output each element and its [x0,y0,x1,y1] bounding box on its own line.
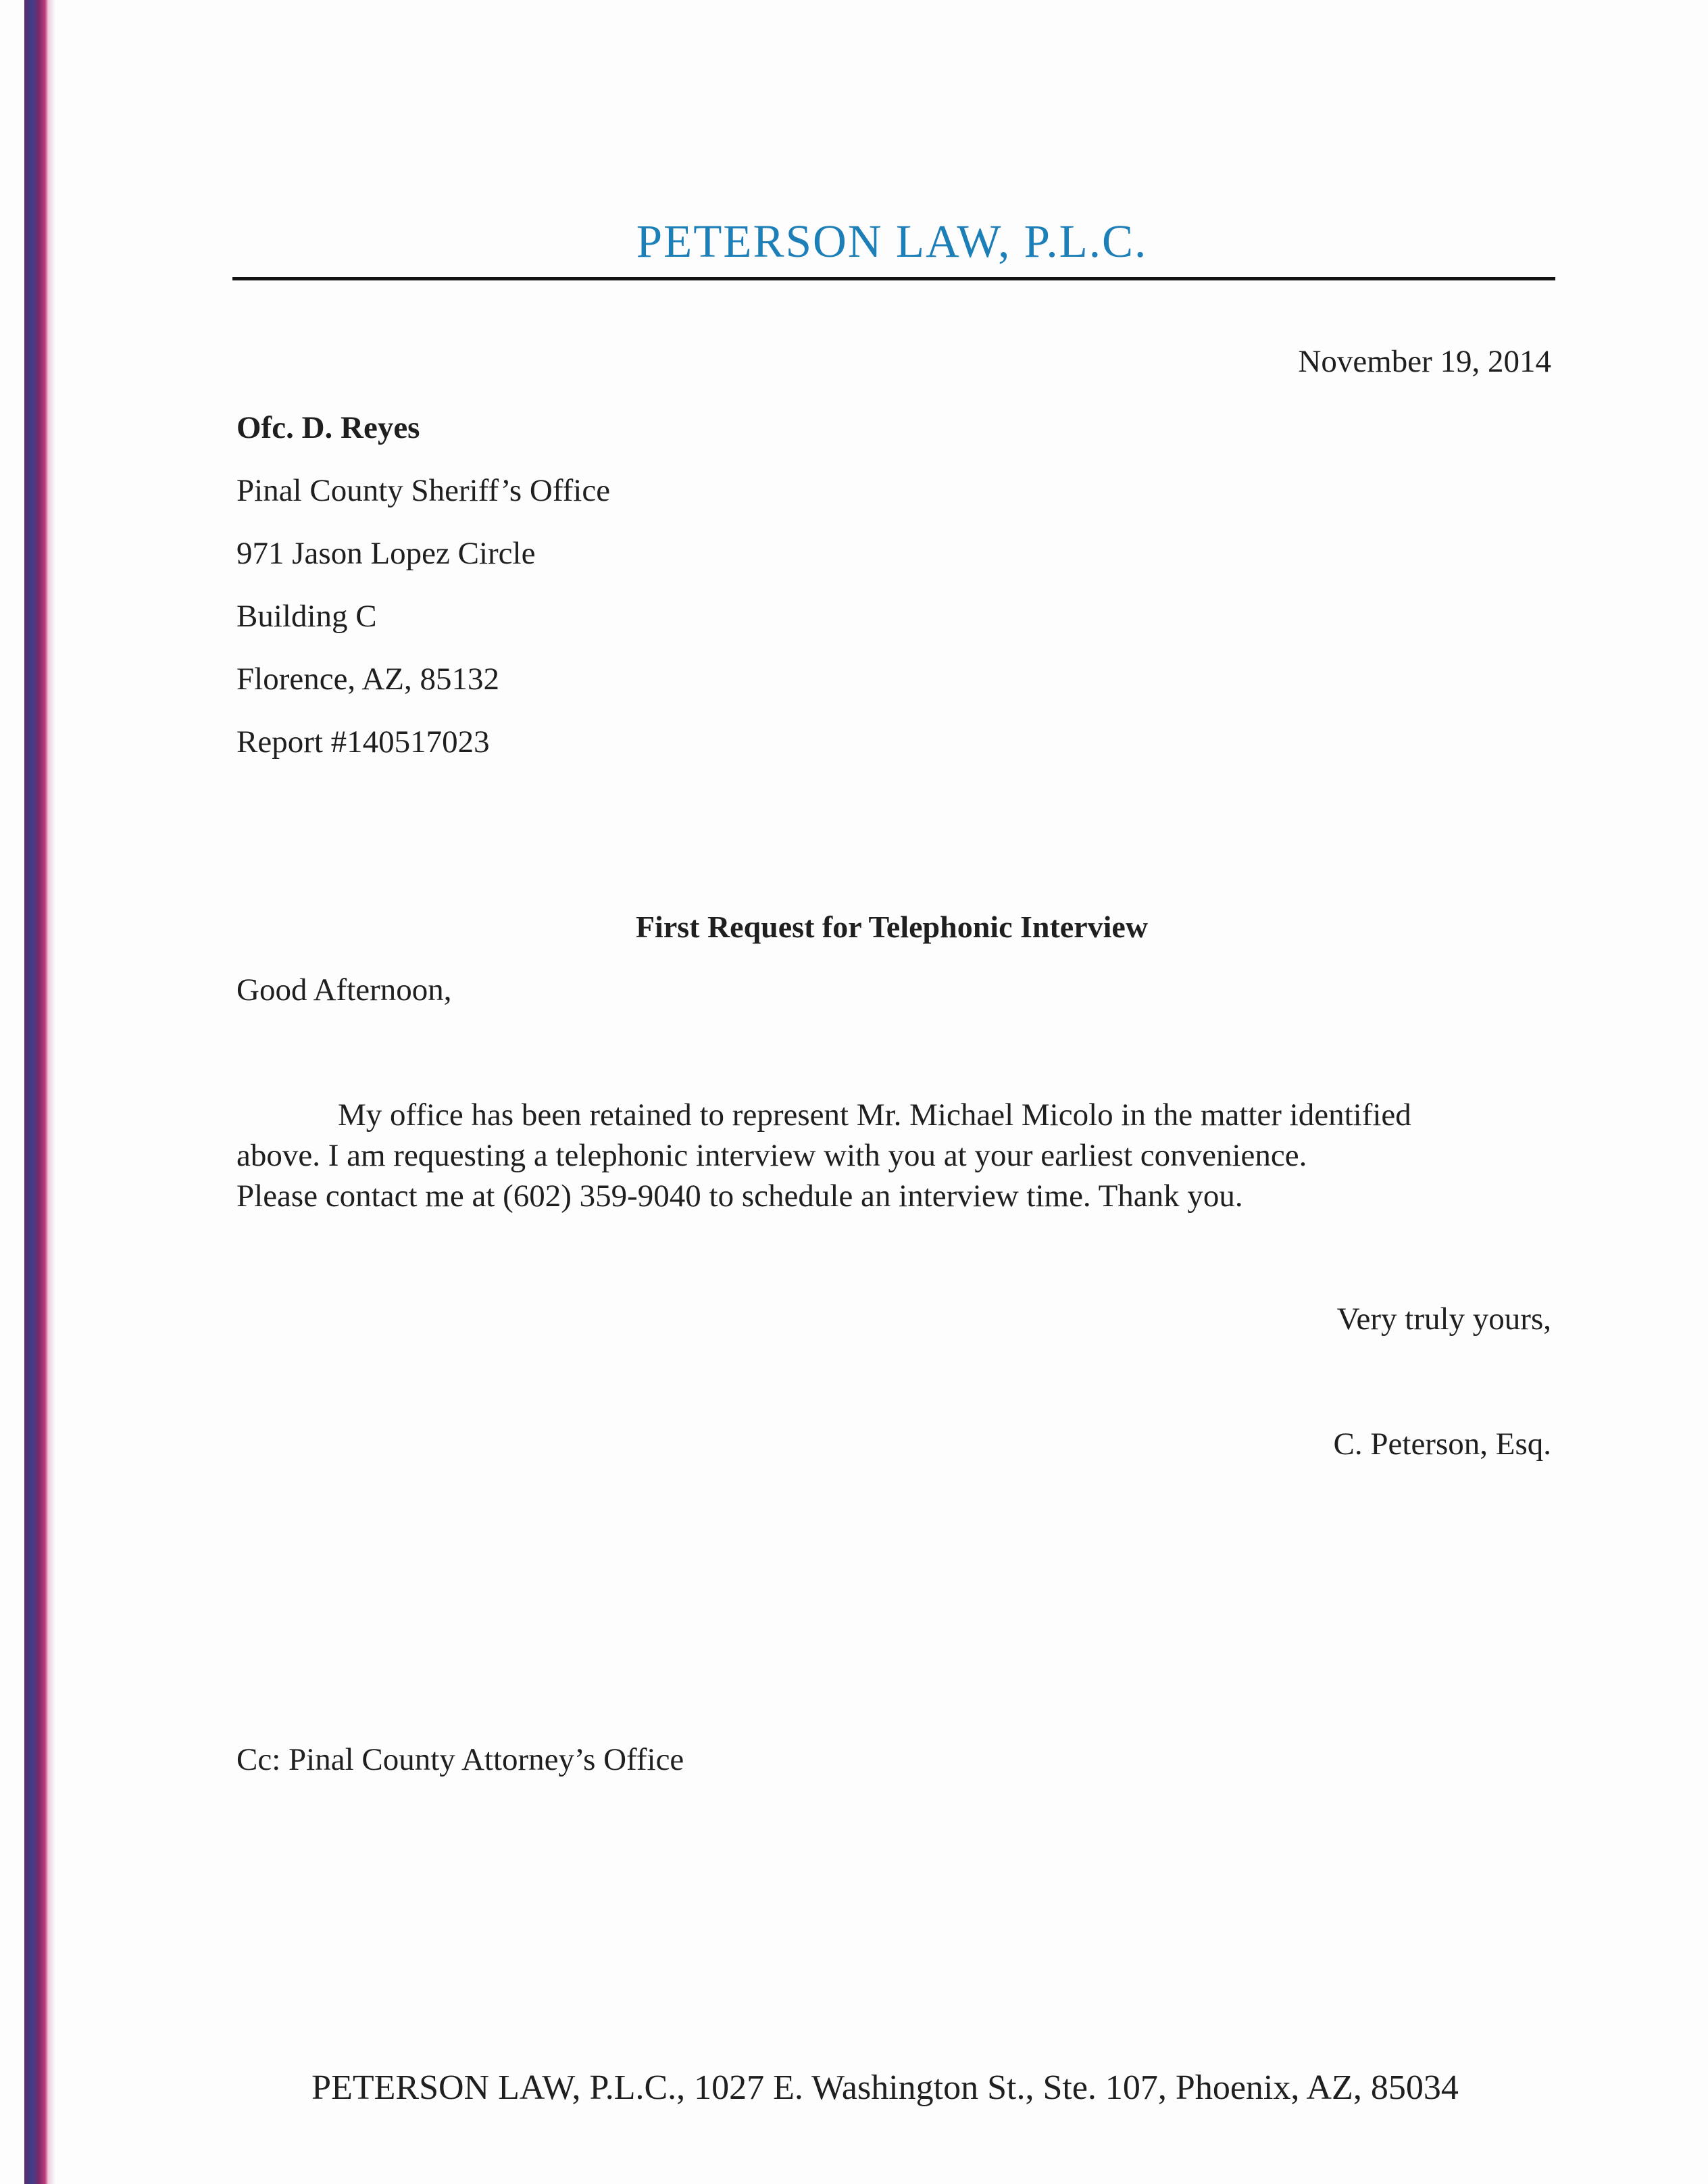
salutation: Good Afternoon, [236,972,452,1008]
recipient-address-block [236,409,610,786]
recipient-street: 971 Jason Lopez Circle [236,536,536,571]
scan-edge-shadow [49,0,55,2184]
cc-line: Cc: Pinal County Attorney’s Office [236,1742,684,1777]
signer-name: C. Peterson, Esq. [1333,1426,1551,1462]
recipient-city-state-zip: Florence, AZ, 85132 [236,662,499,697]
recipient-organization: Pinal County Sheriff’s Office [236,473,611,508]
recipient-building: Building C [236,599,377,634]
closing: Very truly yours, [1336,1301,1551,1337]
body-line: My office has been retained to represent Mr. Michael Micolo in the matter identified [338,1097,1411,1133]
letterhead-firm-name: PETERSON LAW, P.L.C. [636,216,1148,267]
report-number: Report #140517023 [236,724,490,760]
body-line: Please contact me at (602) 359-9040 to schedule an interview time. Thank you. [236,1178,1243,1214]
scan-binding-edge [24,0,49,2184]
body-paragraph [236,1095,1554,1216]
recipient-name: Ofc. D. Reyes [236,410,420,445]
letter-subject: First Request for Telephonic Interview [635,910,1149,944]
letterhead-divider [232,277,1555,280]
footer-address: PETERSON LAW, P.L.C., 1027 E. Washington St., Ste. 107, Phoenix, AZ, 85034 [311,2068,1459,2107]
body-line: above. I am requesting a telephonic interview with you at your earliest convenience. [236,1138,1307,1173]
letter-date: November 19, 2014 [1298,344,1551,379]
